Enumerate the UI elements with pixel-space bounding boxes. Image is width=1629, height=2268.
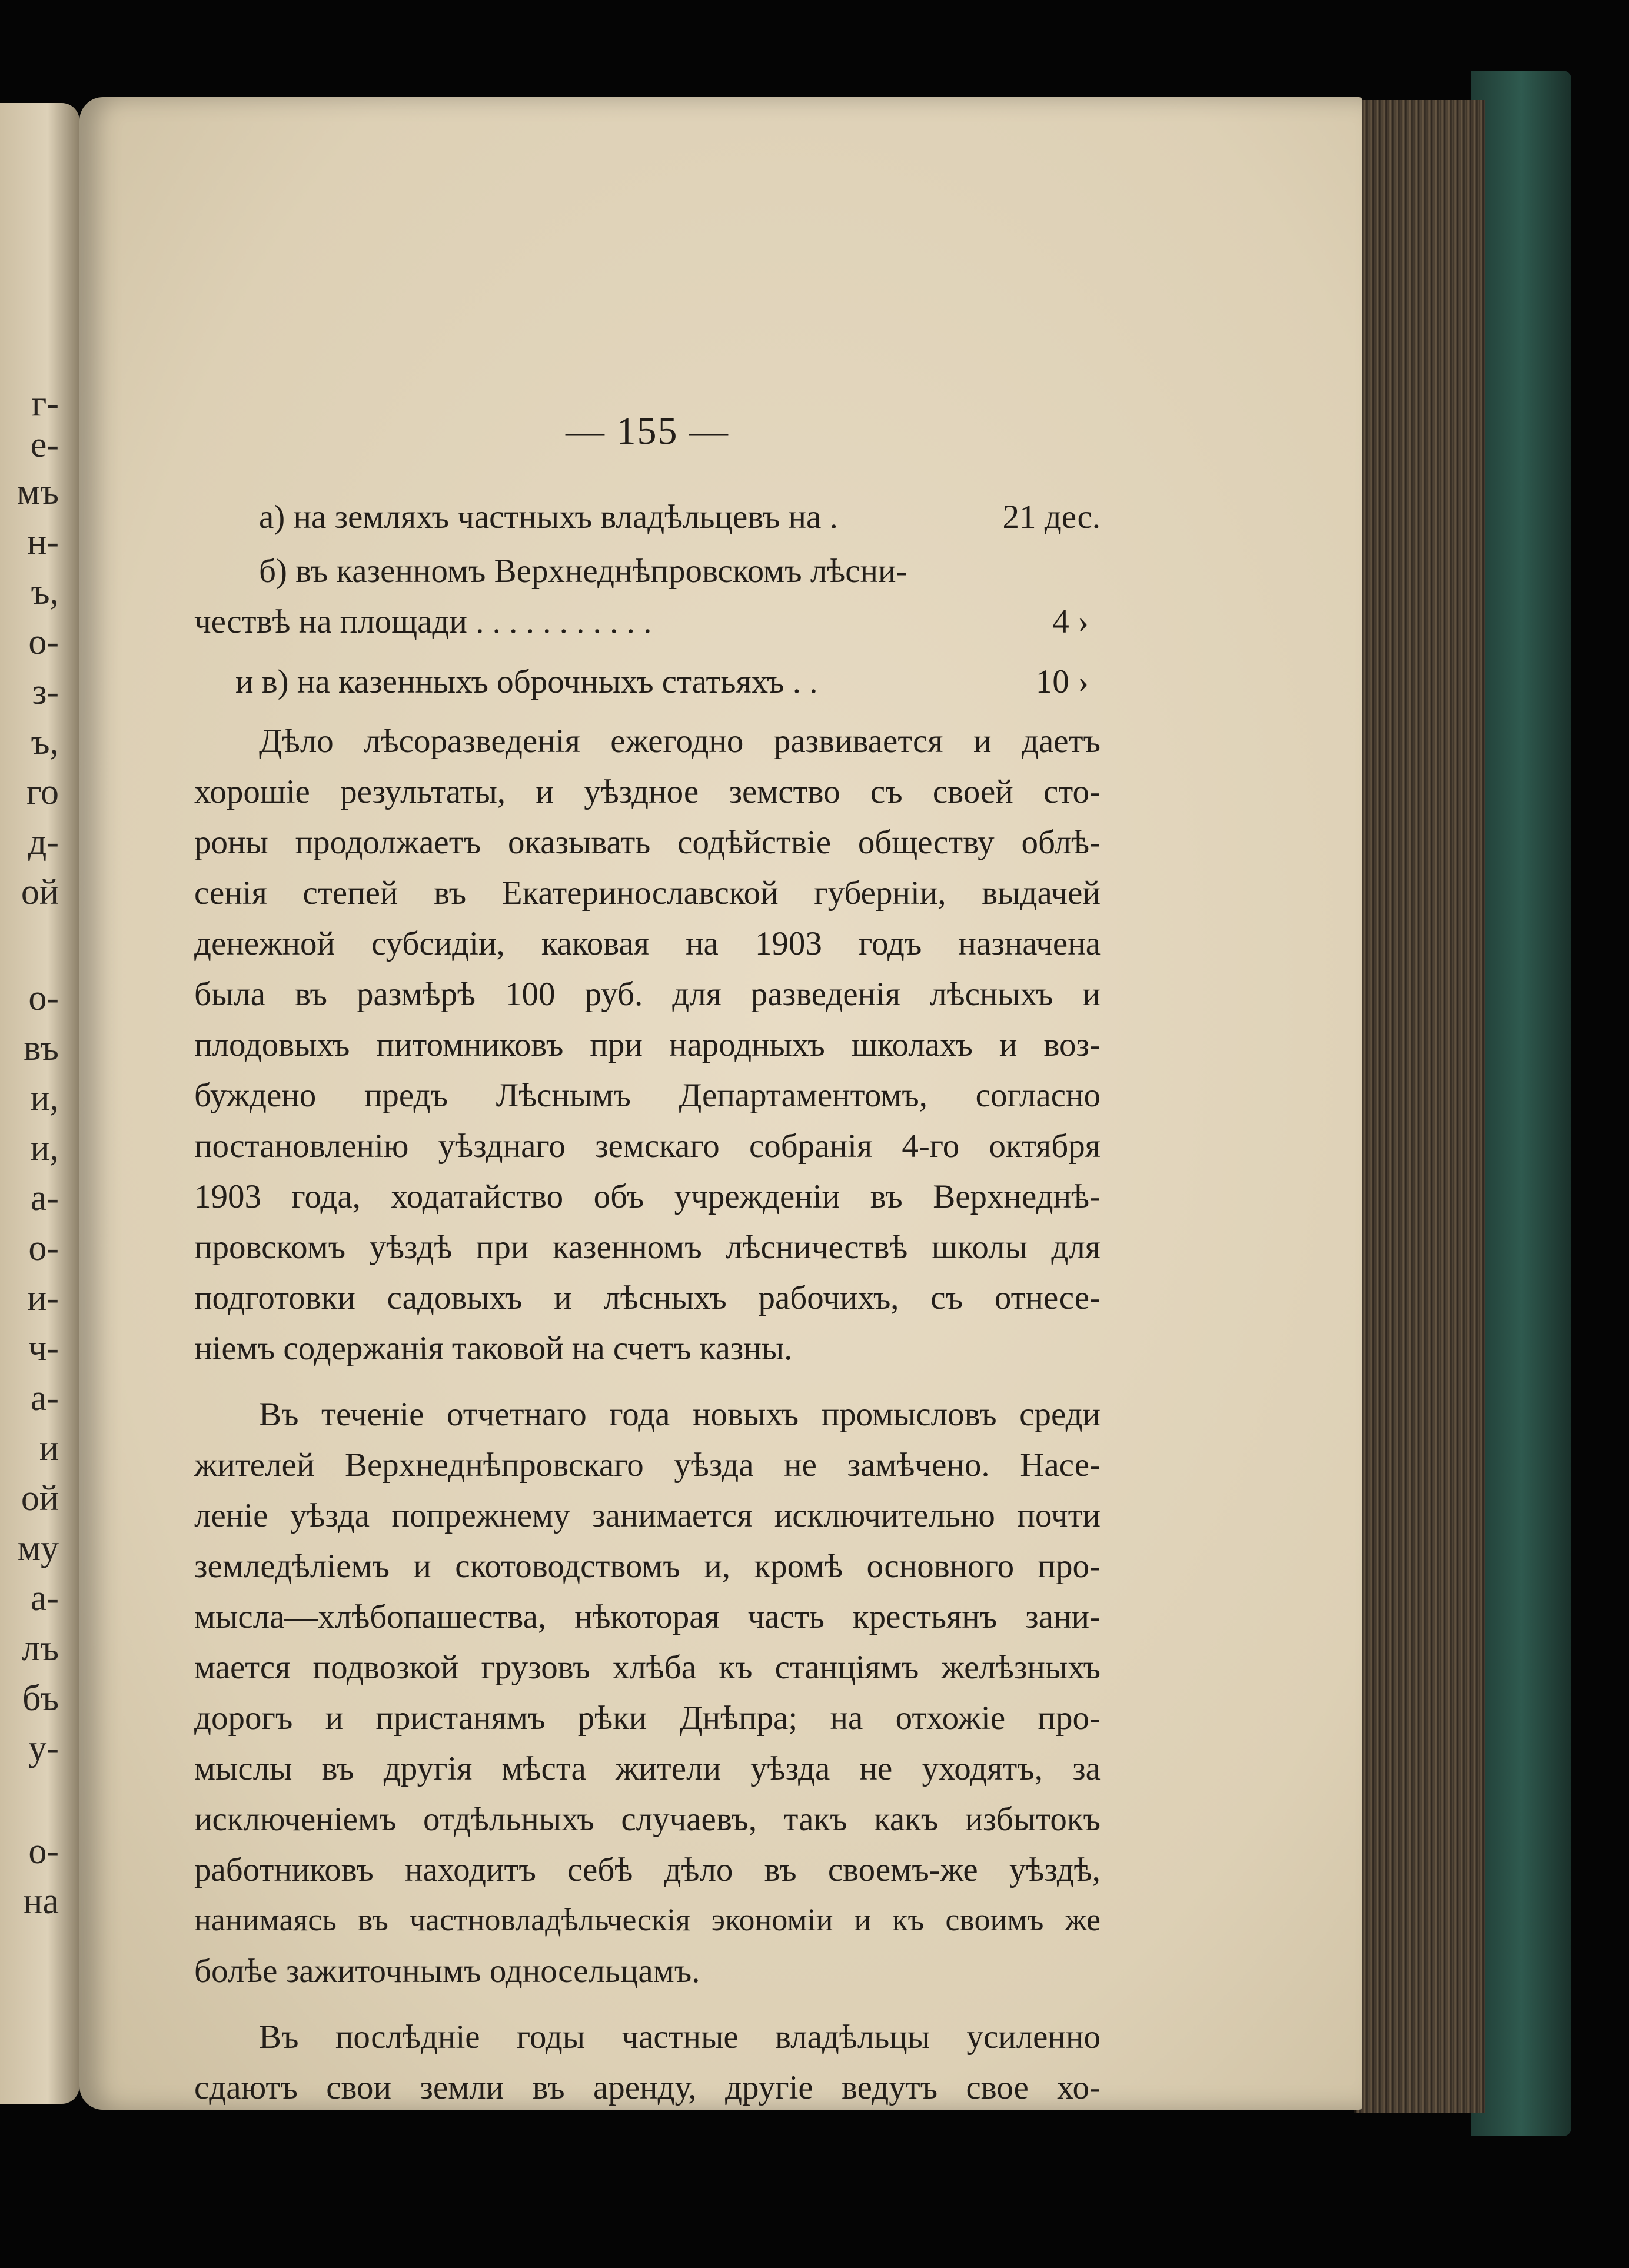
paragraph-line: Въ теченіе отчетнаго года новыхъ промысловъ среди — [259, 1396, 1101, 1433]
paragraph-line: постановленію уѣзднаго земскаго собранія 4-го октября — [194, 1128, 1101, 1165]
left-page-fragment: лъ — [22, 1628, 59, 1668]
left-page-fragment: и — [39, 1428, 59, 1468]
left-page-fragment: о- — [28, 1228, 59, 1268]
paragraph-line: сенія степей въ Екатеринославской губерніи, выдачей — [194, 874, 1101, 912]
paragraph-line: земледѣліемъ и скотоводствомъ и, кромѣ основного про- — [194, 1548, 1101, 1585]
left-page-fragment: а- — [30, 1578, 59, 1618]
book-page — [79, 97, 1362, 2110]
list-item-a — [194, 500, 1101, 534]
paragraph-line: жителей Верхнеднѣпровскаго уѣзда не замѣчено. Насе- — [194, 1446, 1101, 1484]
left-page-fragment: ой — [21, 1478, 59, 1518]
left-page-fragment: е- — [30, 425, 59, 465]
paragraph-line: сдаютъ свои земли въ аренду, другіе ведутъ свое хо- — [194, 2069, 1101, 2106]
page-block-edges — [1354, 100, 1485, 2113]
left-page-fragment: въ — [24, 1028, 59, 1068]
left-page-fragment: му — [17, 1528, 59, 1568]
left-page-fragment: ч- — [28, 1328, 59, 1368]
left-page-fragment: и, — [30, 1128, 59, 1168]
paragraph-line: хорошіе результаты, и уѣздное земство съ своей сто- — [194, 773, 1101, 810]
left-page-fragment: на — [23, 1881, 59, 1921]
paragraph-line: леніе уѣзда попрежнему занимается исключительно почти — [194, 1497, 1101, 1534]
paragraph-line: буждено предъ Лѣснымъ Департаментомъ, согласно — [194, 1077, 1101, 1114]
left-facing-page-edge — [0, 103, 79, 2104]
paragraph-line: денежной субсидіи, каковая на 1903 годъ назначена — [194, 925, 1101, 962]
paragraph-line: болѣе зажиточнымъ односельцамъ. — [194, 1953, 700, 1990]
paragraph-line: исключеніемъ отдѣльныхъ случаевъ, такъ какъ избытокъ — [194, 1801, 1101, 1838]
paragraph-line: мается подвозкой грузовъ хлѣба къ станціямъ желѣзныхъ — [194, 1649, 1101, 1686]
left-page-fragment: го — [26, 772, 59, 812]
paragraph-line: Въ послѣдніе годы частные владѣльцы усиленно — [259, 2018, 1101, 2056]
list-item-b — [194, 605, 1101, 639]
paragraph-line: мыслы въ другія мѣста жители уѣзда не уходятъ, за — [194, 1750, 1101, 1787]
paragraph-line: подготовки садовыхъ и лѣсныхъ рабочихъ, съ отнесе- — [194, 1279, 1101, 1316]
left-page-fragment: д- — [28, 822, 59, 862]
list-item-value: 4 › — [1052, 603, 1089, 640]
paragraph-line: была въ размѣрѣ 100 руб. для разведенія лѣсныхъ и — [194, 976, 1101, 1013]
left-page-fragment: ъ, — [31, 722, 59, 762]
list-item-label: чествѣ на площади . . . . . . . . . . . — [194, 603, 652, 640]
left-page-fragment: а- — [30, 1178, 59, 1218]
paragraph-line: работниковъ находитъ себѣ дѣло въ своемъ-же уѣздѣ, — [194, 1851, 1101, 1888]
book-cover — [1471, 71, 1571, 2136]
list-item-value: 21 дес. — [1002, 498, 1101, 536]
left-page-fragment: а- — [30, 1378, 59, 1418]
list-item-label: и в) на казенныхъ оброчныхъ статьяхъ . . — [235, 663, 818, 700]
list-item-value: 10 › — [1035, 663, 1089, 700]
list-item-c — [194, 665, 1101, 699]
paragraph-line: ніемъ содержанія таковой на счетъ казны. — [194, 1330, 793, 1367]
left-page-fragment: з- — [32, 672, 59, 712]
left-page-fragment: бъ — [22, 1678, 59, 1718]
paragraph-line: роны продолжаетъ оказывать содѣйствіе обществу облѣ- — [194, 824, 1101, 861]
left-page-fragment: у- — [28, 1728, 59, 1768]
list-item-b-line: б) въ казенномъ Верхнеднѣпровскомъ лѣсни- — [259, 553, 907, 590]
left-page-fragment: мъ — [16, 472, 59, 512]
left-page-fragment: о- — [28, 978, 59, 1018]
paragraph-line: нанимаясь въ частновладѣльческія экономіи и къ своимъ же — [194, 1902, 1101, 1937]
left-page-fragment: г- — [31, 384, 59, 424]
left-page-fragment: и- — [27, 1278, 59, 1318]
paragraph-line: мысла—хлѣбопашества, нѣкоторая часть крестьянъ зани- — [194, 1598, 1101, 1635]
left-page-fragment: ъ, — [31, 572, 59, 612]
paragraph-line: 1903 года, ходатайство объ учрежденіи въ Верхнеднѣ- — [194, 1178, 1101, 1215]
paragraph-line: плодовыхъ питомниковъ при народныхъ школахъ и воз- — [194, 1026, 1101, 1063]
left-page-fragment: н- — [27, 522, 59, 562]
left-page-fragment: о- — [28, 622, 59, 662]
left-page-fragment: ой — [21, 872, 59, 912]
paragraph-line: провскомъ уѣздѣ при казенномъ лѣсничествѣ школы для — [194, 1229, 1101, 1266]
paragraph-line: дорогъ и пристанямъ рѣки Днѣпра; на отхожіе про- — [194, 1700, 1101, 1737]
left-page-fragment: и, — [30, 1078, 59, 1118]
page-number: — 155 — — [566, 410, 729, 453]
paragraph-line: Дѣло лѣсоразведенія ежегодно развивается и даетъ — [259, 723, 1101, 760]
list-item-label: а) на земляхъ частныхъ владѣльцевъ на . — [259, 498, 838, 536]
left-page-fragment: о- — [28, 1831, 59, 1871]
